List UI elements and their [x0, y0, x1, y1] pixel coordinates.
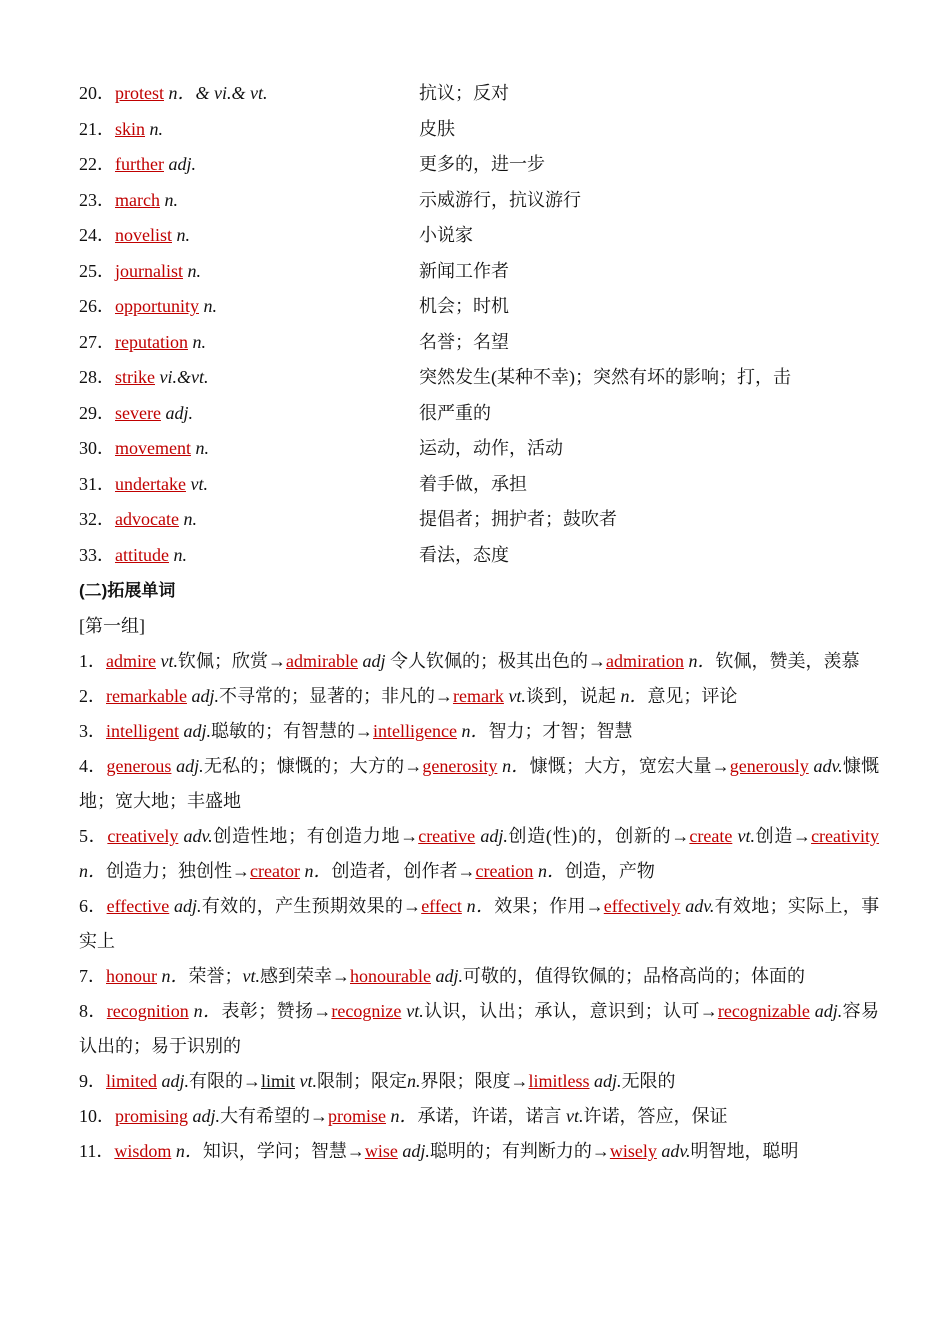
vocab-meaning: 很严重的	[419, 402, 491, 423]
part-of-speech: n.	[195, 438, 209, 458]
answer-word: protest	[115, 83, 164, 103]
answer-word: limited	[106, 1071, 157, 1091]
vocab-row	[79, 112, 879, 148]
vocab-row	[79, 254, 879, 290]
vocab-meaning: 名誉；名望	[419, 331, 509, 352]
answer-word: generous	[106, 756, 172, 776]
answer-word: effective	[106, 896, 170, 916]
answer-word: skin	[115, 118, 146, 139]
expand-entry-3: 3．intelligent adj.聪敏的；有智慧的→intelligence n．智力；才智；智慧	[79, 721, 633, 741]
answer-word: wisdom	[114, 1141, 172, 1161]
answer-word: admiration	[605, 651, 684, 671]
vocab-number: 26．	[79, 296, 115, 316]
vocab-meaning: 着手做，承担	[419, 473, 527, 494]
answer-word: intelligent	[106, 721, 179, 741]
answer-word: recognize	[331, 1001, 402, 1021]
vocab-row	[79, 325, 879, 361]
vocab-number: 31．	[79, 473, 115, 494]
part-of-speech: n．& vi.& vt.	[168, 83, 268, 103]
vocab-number: 27．	[79, 331, 115, 352]
worksheet-page	[79, 76, 879, 1169]
answer-word: honour	[106, 966, 157, 986]
expand-entry-1: 1．admire vt.钦佩；欣赏→admirable adj 令人钦佩的；极其出色的→admiration n．钦佩，赞美，羡慕	[79, 651, 860, 671]
vocab-row	[79, 396, 879, 432]
answer-word: advocate	[115, 509, 179, 529]
answer-word: effectively	[603, 896, 681, 916]
answer-word: limitless	[528, 1071, 590, 1091]
part-of-speech: n.	[192, 331, 206, 352]
answer-word: honourable	[350, 966, 431, 986]
vocab-row	[79, 289, 879, 325]
part-of-speech: n.	[164, 189, 178, 210]
answer-word: promising	[115, 1106, 189, 1126]
vocab-meaning: 更多的，进一步	[419, 154, 545, 174]
vocab-meaning: 看法，态度	[419, 544, 509, 565]
vocab-number: 25．	[79, 260, 115, 281]
part-of-speech: vi.&vt.	[159, 367, 209, 387]
vocab-number: 21．	[79, 118, 115, 139]
vocab-row	[79, 76, 879, 112]
answer-word: promise	[328, 1106, 387, 1126]
vocab-meaning: 机会；时机	[419, 296, 509, 316]
vocab-row	[79, 218, 879, 254]
part-of-speech: adj.	[165, 402, 193, 423]
section-heading: (二)拓展单词	[79, 581, 176, 600]
vocab-meaning: 皮肤	[419, 118, 455, 139]
answer-word: undertake	[115, 473, 186, 494]
group-label: [第一组]	[79, 615, 145, 636]
part-of-speech: vt.	[190, 473, 208, 494]
vocab-row	[79, 538, 879, 574]
answer-word: admire	[106, 651, 156, 671]
answer-word: attitude	[115, 544, 169, 565]
answer-word: create	[689, 826, 733, 846]
part-of-speech: n.	[149, 118, 164, 139]
vocab-number: 32．	[79, 509, 115, 529]
answer-word: recognition	[106, 1001, 189, 1021]
answer-word: wise	[364, 1141, 398, 1161]
vocab-row	[79, 502, 879, 538]
vocab-meaning: 小说家	[419, 225, 473, 245]
answer-word: movement	[115, 438, 191, 458]
vocab-meaning: 示威游行，抗议游行	[419, 189, 581, 210]
answer-word: generosity	[422, 756, 498, 776]
vocab-number: 20．	[79, 83, 115, 103]
answer-word: limit	[261, 1071, 296, 1091]
answer-word: wisely	[609, 1141, 657, 1161]
answer-word: strike	[115, 367, 155, 387]
vocab-meaning: 新闻工作者	[419, 260, 509, 281]
answer-word: intelligence	[373, 721, 457, 741]
vocab-number: 24．	[79, 225, 115, 245]
vocab-row	[79, 147, 879, 183]
vocab-number: 33．	[79, 544, 115, 565]
expand-entry-4: 4．generous adj.无私的；慷慨的；大方的→generosity n．慷慨；大方，宽宏大量→generously adv.慷慨地；宽大地；丰盛地	[79, 756, 880, 811]
vocab-row	[79, 467, 879, 503]
answer-word: opportunity	[115, 296, 199, 316]
expand-entry-11: 11．wisdom n．知识，学问；智慧→wise adj.聪明的；有判断力的→wisely adv.明智地，聪明	[79, 1141, 799, 1161]
expand-entry-5: 5．creatively adv.创造性地；有创造力地→creative adj.创造(性)的，创新的→create vt.创造→creativity n．创造力；独创性→creator n．创造者，创作者→creation n．创造，产物	[79, 826, 880, 881]
expand-entry-6: 6．effective adj.有效的，产生预期效果的→effect n．效果；作用→effectively adv.有效地；实际上，事实上	[79, 896, 880, 951]
answer-word: generously	[729, 756, 809, 776]
part-of-speech: n.	[176, 225, 190, 245]
part-of-speech: n.	[183, 509, 197, 529]
expand-entry-8: 8．recognition n．表彰；赞扬→recognize vt.认识，认出；承认，意识到；认可→recognizable adj.容易认出的；易于识别的	[79, 1001, 880, 1056]
answer-word: severe	[115, 402, 161, 423]
answer-word: creativity	[811, 826, 880, 846]
answer-word: novelist	[115, 225, 172, 245]
answer-word: further	[115, 154, 164, 174]
answer-word: march	[115, 189, 160, 210]
part-of-speech: n.	[187, 260, 201, 281]
vocab-meaning: 抗议；反对	[419, 83, 509, 103]
answer-word: creator	[250, 861, 300, 881]
answer-word: remark	[452, 686, 504, 706]
vocab-number: 23．	[79, 189, 115, 210]
answer-word: admirable	[285, 651, 358, 671]
vocab-number: 22．	[79, 154, 115, 174]
vocab-list	[79, 76, 879, 573]
expand-entry-10: 10．promising adj.大有希望的→promise n．承诺，许诺，诺言 vt.许诺，答应，保证	[79, 1106, 728, 1126]
answer-word: creatively	[107, 826, 179, 846]
part-of-speech: adj.	[168, 154, 196, 174]
vocab-meaning: 提倡者；拥护者；鼓吹者	[419, 509, 617, 529]
vocab-number: 30．	[79, 438, 115, 458]
answer-word: effect	[421, 896, 462, 916]
vocab-row	[79, 183, 879, 219]
part-of-speech: n.	[203, 296, 217, 316]
answer-word: recognizable	[717, 1001, 810, 1021]
vocab-number: 28．	[79, 367, 115, 387]
expand-entry-2: 2．remarkable adj.不寻常的；显著的；非凡的→remark vt.谈到，说起 n．意见；评论	[79, 686, 738, 706]
vocab-number: 29．	[79, 402, 115, 423]
answer-word: creative	[418, 826, 476, 846]
vocab-meaning: 突然发生(某种不幸)；突然有坏的影响；打，击	[419, 367, 791, 387]
vocab-meaning: 运动，动作，活动	[419, 438, 563, 458]
part-of-speech: n.	[173, 544, 187, 565]
answer-word: creation	[475, 861, 534, 881]
expand-entry-7: 7．honour n．荣誉；vt.感到荣幸→honourable adj.可敬的，值得钦佩的；品格高尚的；体面的	[79, 966, 805, 986]
expand-entry-9: 9．limited adj.有限的→limit vt.限制；限定n.界限；限度→limitless adj.无限的	[79, 1071, 676, 1091]
answer-word: journalist	[115, 260, 183, 281]
vocab-row	[79, 431, 879, 467]
vocab-row	[79, 360, 879, 396]
answer-word: reputation	[115, 331, 188, 352]
answer-word: remarkable	[106, 686, 187, 706]
